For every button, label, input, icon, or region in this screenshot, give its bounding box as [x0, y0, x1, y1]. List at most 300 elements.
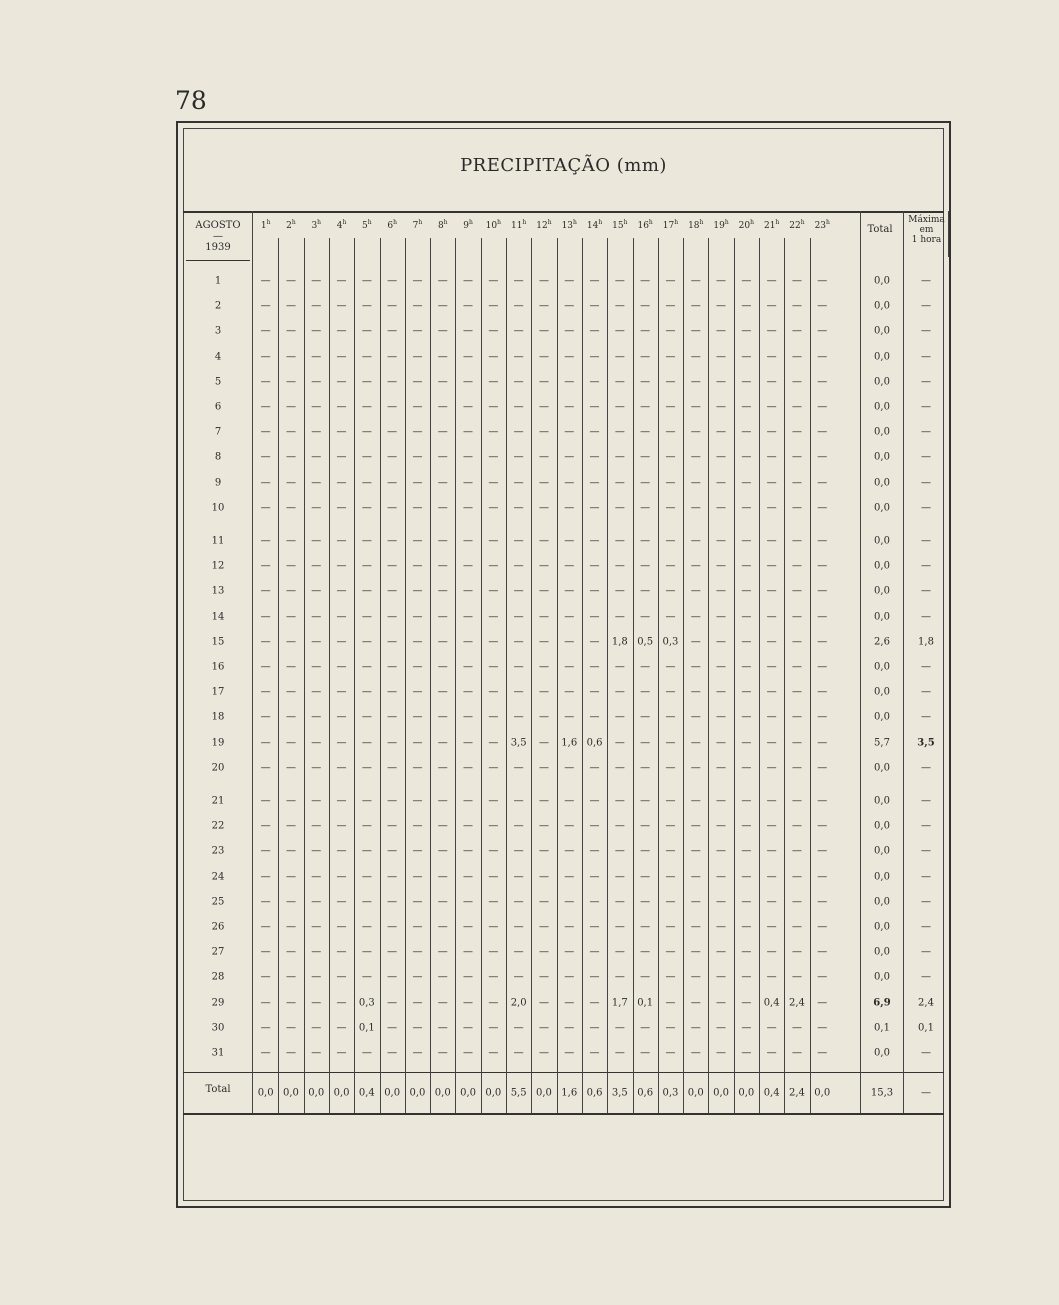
hour-value: — — [741, 451, 752, 463]
hour-value: — — [437, 611, 448, 623]
hour-value: — — [640, 1047, 651, 1059]
hour-value: — — [311, 686, 322, 698]
hour-value: — — [387, 971, 398, 983]
hour-value: — — [791, 275, 802, 287]
hour-value: — — [336, 711, 347, 723]
hour-value: — — [311, 477, 322, 489]
hour-value: — — [488, 896, 499, 908]
hour-value: — — [311, 1022, 322, 1034]
day-label: 3 — [214, 325, 222, 337]
day-label: 8 — [214, 451, 222, 463]
hour-value: — — [336, 426, 347, 438]
hour-header: 5$^h$ — [362, 219, 372, 231]
hour-value: — — [665, 845, 676, 857]
hour-value: — — [640, 477, 651, 489]
hour-value: — — [361, 636, 372, 648]
header-total: Total — [867, 224, 893, 235]
hour-value: — — [665, 560, 676, 572]
hour-value: — — [513, 762, 524, 774]
hour-value: — — [513, 820, 524, 832]
hour-value: — — [614, 477, 625, 489]
hour-value: — — [285, 820, 296, 832]
hour-value: — — [589, 845, 600, 857]
table-title: PRECIPITAÇÃO (mm) — [460, 155, 667, 176]
hour-value: — — [538, 946, 549, 958]
hour-value: — — [437, 820, 448, 832]
hour-value: — — [538, 737, 549, 749]
hour-value: — — [817, 611, 828, 623]
hour-value: — — [690, 661, 701, 673]
day-max: — — [921, 921, 931, 933]
hour-value: — — [488, 376, 499, 388]
hour-value: — — [285, 325, 296, 337]
hour-value: — — [817, 896, 828, 908]
hour-value: — — [614, 762, 625, 774]
hour-value: — — [387, 477, 398, 489]
hour-value: — — [387, 845, 398, 857]
hour-value: — — [589, 477, 600, 489]
hour-value: — — [791, 611, 802, 623]
day-max: — — [921, 275, 931, 287]
day-total: 0,0 — [874, 535, 890, 547]
hour-value: — — [564, 275, 575, 287]
hour-value: — — [640, 871, 651, 883]
hour-value: — — [564, 921, 575, 933]
hour-value: — — [437, 795, 448, 807]
hour-value: — — [766, 535, 777, 547]
hour-value: — — [311, 426, 322, 438]
hour-total: 0,3 — [662, 1087, 679, 1099]
hour-value: — — [488, 636, 499, 648]
total-bottom-rule — [183, 1113, 944, 1115]
hour-suffix: h — [623, 219, 628, 226]
hour-value: — — [260, 325, 271, 337]
hour-value: — — [437, 971, 448, 983]
hour-value: — — [564, 762, 575, 774]
day-label: 6 — [214, 401, 222, 413]
hour-value: — — [614, 896, 625, 908]
hour-value: — — [766, 921, 777, 933]
hour-value: — — [741, 611, 752, 623]
hour-value: — — [716, 971, 727, 983]
hour-value: — — [791, 820, 802, 832]
hour-value: — — [817, 946, 828, 958]
hour-value: — — [387, 795, 398, 807]
hour-value: — — [311, 376, 322, 388]
hour-value: — — [361, 560, 372, 572]
hour-value: — — [285, 686, 296, 698]
hour-value: — — [387, 560, 398, 572]
day-label: 28 — [211, 971, 225, 983]
hour-value: — — [640, 300, 651, 312]
hour-value: — — [488, 737, 499, 749]
hour-value: — — [437, 477, 448, 489]
hour-value: — — [488, 1047, 499, 1059]
hour-value: — — [564, 1022, 575, 1034]
hour-value: — — [766, 502, 777, 514]
hour-value: — — [716, 737, 727, 749]
hour-value: — — [463, 737, 474, 749]
hour-value: — — [311, 711, 322, 723]
hour-value: — — [387, 401, 398, 413]
day-label: 24 — [211, 871, 225, 883]
hour-value: — — [589, 560, 600, 572]
hour-value: — — [716, 661, 727, 673]
hour-value: — — [412, 401, 423, 413]
day-total: 0,0 — [874, 477, 890, 489]
hour-value: — — [412, 871, 423, 883]
hour-value: — — [513, 1022, 524, 1034]
hour-value: — — [488, 845, 499, 857]
hour-value: — — [387, 636, 398, 648]
hour-value: — — [361, 502, 372, 514]
hour-value: — — [260, 711, 271, 723]
hour-value: — — [361, 426, 372, 438]
hour-value: — — [260, 1047, 271, 1059]
hour-value: — — [285, 762, 296, 774]
hour-total: 0,6 — [586, 1087, 603, 1099]
day-label: 25 — [211, 896, 225, 908]
hour-value: — — [311, 1047, 322, 1059]
hour-value: — — [817, 351, 828, 363]
hour-value: — — [336, 300, 347, 312]
hour-value: — — [285, 997, 296, 1009]
hour-value: — — [716, 611, 727, 623]
grand-total: 15,3 — [870, 1087, 894, 1099]
hour-value: — — [817, 401, 828, 413]
hour-value: — — [463, 1047, 474, 1059]
hour-value: — — [285, 871, 296, 883]
hour-value: — — [336, 871, 347, 883]
hour-value: — — [361, 477, 372, 489]
hour-value: — — [766, 711, 777, 723]
hour-value: — — [260, 426, 271, 438]
hour-value: — — [791, 376, 802, 388]
hour-value: — — [564, 325, 575, 337]
hour-value: — — [589, 661, 600, 673]
hour-value: — — [741, 997, 752, 1009]
hour-value: — — [690, 535, 701, 547]
hour-value: — — [741, 737, 752, 749]
day-total: 2,6 — [874, 636, 890, 648]
day-total: 0,0 — [874, 502, 890, 514]
day-total: 0,0 — [874, 376, 890, 388]
hour-value: — — [665, 921, 676, 933]
hour-value: — — [260, 636, 271, 648]
day-max: 2,4 — [918, 997, 934, 1009]
hour-value: — — [766, 1047, 777, 1059]
hour-value: — — [311, 820, 322, 832]
hour-value: — — [513, 477, 524, 489]
header-month — [186, 220, 250, 253]
hour-value: — — [741, 1022, 752, 1034]
hour-value: — — [690, 636, 701, 648]
hour-value: — — [766, 325, 777, 337]
hour-value: — — [690, 401, 701, 413]
hour-value: — — [791, 325, 802, 337]
hour-value: — — [589, 426, 600, 438]
hour-col-rule — [683, 238, 684, 1113]
hour-value: — — [387, 351, 398, 363]
hour-value: — — [791, 300, 802, 312]
hour-value: — — [589, 611, 600, 623]
hour-value: — — [387, 451, 398, 463]
hour-suffix: h — [342, 219, 347, 226]
hour-value: — — [463, 401, 474, 413]
hour-col-rule — [278, 238, 279, 1113]
hour-value: — — [665, 946, 676, 958]
hour-value: — — [336, 502, 347, 514]
hour-value: — — [589, 686, 600, 698]
hour-value: — — [260, 845, 271, 857]
hour-value: — — [513, 711, 524, 723]
day-total: 0,0 — [874, 946, 890, 958]
hour-value: — — [716, 997, 727, 1009]
day-label: 1 — [214, 275, 222, 287]
hour-value: — — [791, 401, 802, 413]
hour-value: — — [311, 535, 322, 547]
day-max: — — [921, 820, 931, 832]
hour-value: — — [741, 871, 752, 883]
hour-value: — — [766, 896, 777, 908]
hour-value: — — [791, 585, 802, 597]
hour-value: — — [513, 401, 524, 413]
hour-value: — — [690, 585, 701, 597]
day-label: 9 — [214, 477, 222, 489]
hour-value: — — [463, 921, 474, 933]
hour-value: — — [463, 795, 474, 807]
hour-col-rule — [582, 238, 583, 1113]
hour-value: — — [361, 845, 372, 857]
hour-value: — — [640, 820, 651, 832]
hour-value: — — [716, 946, 727, 958]
hour-value: — — [361, 686, 372, 698]
hour-total: 0,6 — [637, 1087, 654, 1099]
hour-value: — — [564, 946, 575, 958]
hour-value: — — [513, 636, 524, 648]
hour-value: — — [690, 426, 701, 438]
hour-value: — — [513, 686, 524, 698]
hour-value: — — [716, 275, 727, 287]
hour-value: — — [791, 661, 802, 673]
hour-value: 0,1 — [637, 997, 654, 1009]
day-total: 0,0 — [874, 711, 890, 723]
hour-value: — — [741, 275, 752, 287]
hour-value: — — [564, 477, 575, 489]
hour-value: — — [437, 376, 448, 388]
hour-value: — — [538, 997, 549, 1009]
hour-value: — — [311, 560, 322, 572]
day-label: 20 — [211, 762, 225, 774]
day-max: — — [921, 795, 931, 807]
hour-value: — — [538, 921, 549, 933]
hour-value: — — [260, 795, 271, 807]
hour-value: — — [488, 611, 499, 623]
hour-suffix: h — [291, 219, 296, 226]
hour-value: — — [488, 871, 499, 883]
hour-value: — — [336, 325, 347, 337]
hour-header: 1$^h$ — [260, 219, 271, 231]
hour-value: — — [336, 896, 347, 908]
hour-col-rule — [810, 238, 811, 1113]
hour-value: — — [260, 351, 271, 363]
hour-value: — — [513, 351, 524, 363]
hour-value: — — [285, 737, 296, 749]
hour-value: — — [311, 300, 322, 312]
day-total: 0,1 — [874, 1022, 890, 1034]
hour-value: — — [791, 795, 802, 807]
hour-value: — — [387, 871, 398, 883]
hour-value: — — [260, 971, 271, 983]
day-total: 0,0 — [874, 611, 890, 623]
day-total: 0,0 — [874, 1047, 890, 1059]
hour-value: — — [716, 325, 727, 337]
hour-value: — — [791, 971, 802, 983]
hour-value: — — [336, 762, 347, 774]
hour-value: — — [463, 686, 474, 698]
hour-value: — — [766, 946, 777, 958]
hour-value: — — [412, 275, 423, 287]
hour-value: — — [690, 845, 701, 857]
hour-value: — — [311, 795, 322, 807]
hour-value: — — [260, 300, 271, 312]
hour-value: — — [437, 535, 448, 547]
hour-value: — — [513, 376, 524, 388]
hour-value: — — [791, 560, 802, 572]
hour-value: — — [665, 711, 676, 723]
hour-value: — — [564, 896, 575, 908]
hour-value: — — [538, 871, 549, 883]
hour-value: — — [412, 845, 423, 857]
day-total: 0,0 — [874, 686, 890, 698]
hour-suffix: h — [367, 219, 372, 226]
hour-value: — — [614, 585, 625, 597]
hour-value: — — [640, 711, 651, 723]
hour-value: — — [260, 502, 271, 514]
hour-value: — — [665, 1047, 676, 1059]
hour-value: — — [665, 686, 676, 698]
hour-value: 1,7 — [611, 997, 628, 1009]
hour-value: — — [690, 820, 701, 832]
hour-value: — — [817, 477, 828, 489]
day-total: 0,0 — [874, 401, 890, 413]
hour-value: — — [361, 795, 372, 807]
hour-value: — — [260, 401, 271, 413]
hour-value: — — [513, 845, 524, 857]
hour-value: — — [463, 845, 474, 857]
hour-header: 3$^h$ — [311, 219, 322, 231]
hour-value: — — [336, 997, 347, 1009]
hour-value: — — [361, 896, 372, 908]
hour-value: — — [260, 871, 271, 883]
hour-value: — — [716, 585, 727, 597]
hour-header: 23$^h$ — [814, 219, 830, 231]
hour-value: — — [665, 661, 676, 673]
hour-value: — — [285, 795, 296, 807]
hour-value: — — [690, 351, 701, 363]
hour-value: — — [791, 686, 802, 698]
hour-value: — — [260, 611, 271, 623]
hour-value: — — [614, 1047, 625, 1059]
hour-value: — — [488, 502, 499, 514]
hour-value: — — [437, 711, 448, 723]
hour-value: — — [665, 896, 676, 908]
day-max: — — [921, 477, 931, 489]
hour-value: — — [387, 711, 398, 723]
hour-value: — — [741, 426, 752, 438]
hour-value: — — [690, 477, 701, 489]
hour-total: 0,0 — [308, 1087, 325, 1099]
hour-value: — — [336, 376, 347, 388]
hour-value: — — [690, 737, 701, 749]
day-max: — — [921, 401, 931, 413]
hour-value: — — [336, 585, 347, 597]
hour-value: — — [766, 845, 777, 857]
hour-value: — — [538, 477, 549, 489]
hour-value: — — [361, 661, 372, 673]
hour-value: — — [513, 1047, 524, 1059]
hour-value: — — [412, 997, 423, 1009]
hour-value: — — [260, 820, 271, 832]
hour-value: — — [716, 845, 727, 857]
header-max-line1: Máxima — [908, 215, 945, 225]
hour-value: — — [716, 1022, 727, 1034]
hour-value: — — [665, 762, 676, 774]
hour-value: — — [538, 795, 549, 807]
hour-value: — — [311, 275, 322, 287]
hour-value: — — [336, 921, 347, 933]
hour-value: — — [589, 300, 600, 312]
hour-col-rule — [708, 238, 709, 1113]
day-label: 30 — [211, 1022, 225, 1034]
hour-total: 0,0 — [687, 1087, 704, 1099]
hour-suffix: h — [393, 219, 397, 226]
hour-col-rule — [784, 238, 785, 1113]
header-month-dash: — — [213, 231, 223, 242]
hour-value: — — [766, 686, 777, 698]
hour-value: — — [336, 971, 347, 983]
hour-value: — — [640, 845, 651, 857]
hour-value: — — [285, 275, 296, 287]
hour-value: — — [285, 1022, 296, 1034]
hour-value: — — [336, 661, 347, 673]
day-label: 29 — [211, 997, 225, 1009]
hour-value: — — [361, 376, 372, 388]
hour-value: — — [665, 275, 676, 287]
hour-value: — — [665, 1022, 676, 1034]
day-max: — — [921, 971, 931, 983]
hour-value: — — [614, 451, 625, 463]
hour-value: 0,3 — [358, 997, 375, 1009]
hour-value: — — [412, 477, 423, 489]
hour-value: — — [589, 1022, 600, 1034]
hour-value: — — [437, 401, 448, 413]
hour-value: — — [361, 737, 372, 749]
day-max: — — [921, 1047, 931, 1059]
hour-value: — — [361, 921, 372, 933]
hour-value: — — [564, 451, 575, 463]
hour-value: — — [817, 1047, 828, 1059]
day-total: 0,0 — [874, 560, 890, 572]
hour-value: — — [336, 636, 347, 648]
hour-value: — — [488, 661, 499, 673]
hour-value: — — [690, 300, 701, 312]
hour-value: — — [538, 376, 549, 388]
hour-value: — — [336, 611, 347, 623]
day-max: — — [921, 376, 931, 388]
hour-value: 0,4 — [763, 997, 780, 1009]
hour-value: — — [463, 896, 474, 908]
